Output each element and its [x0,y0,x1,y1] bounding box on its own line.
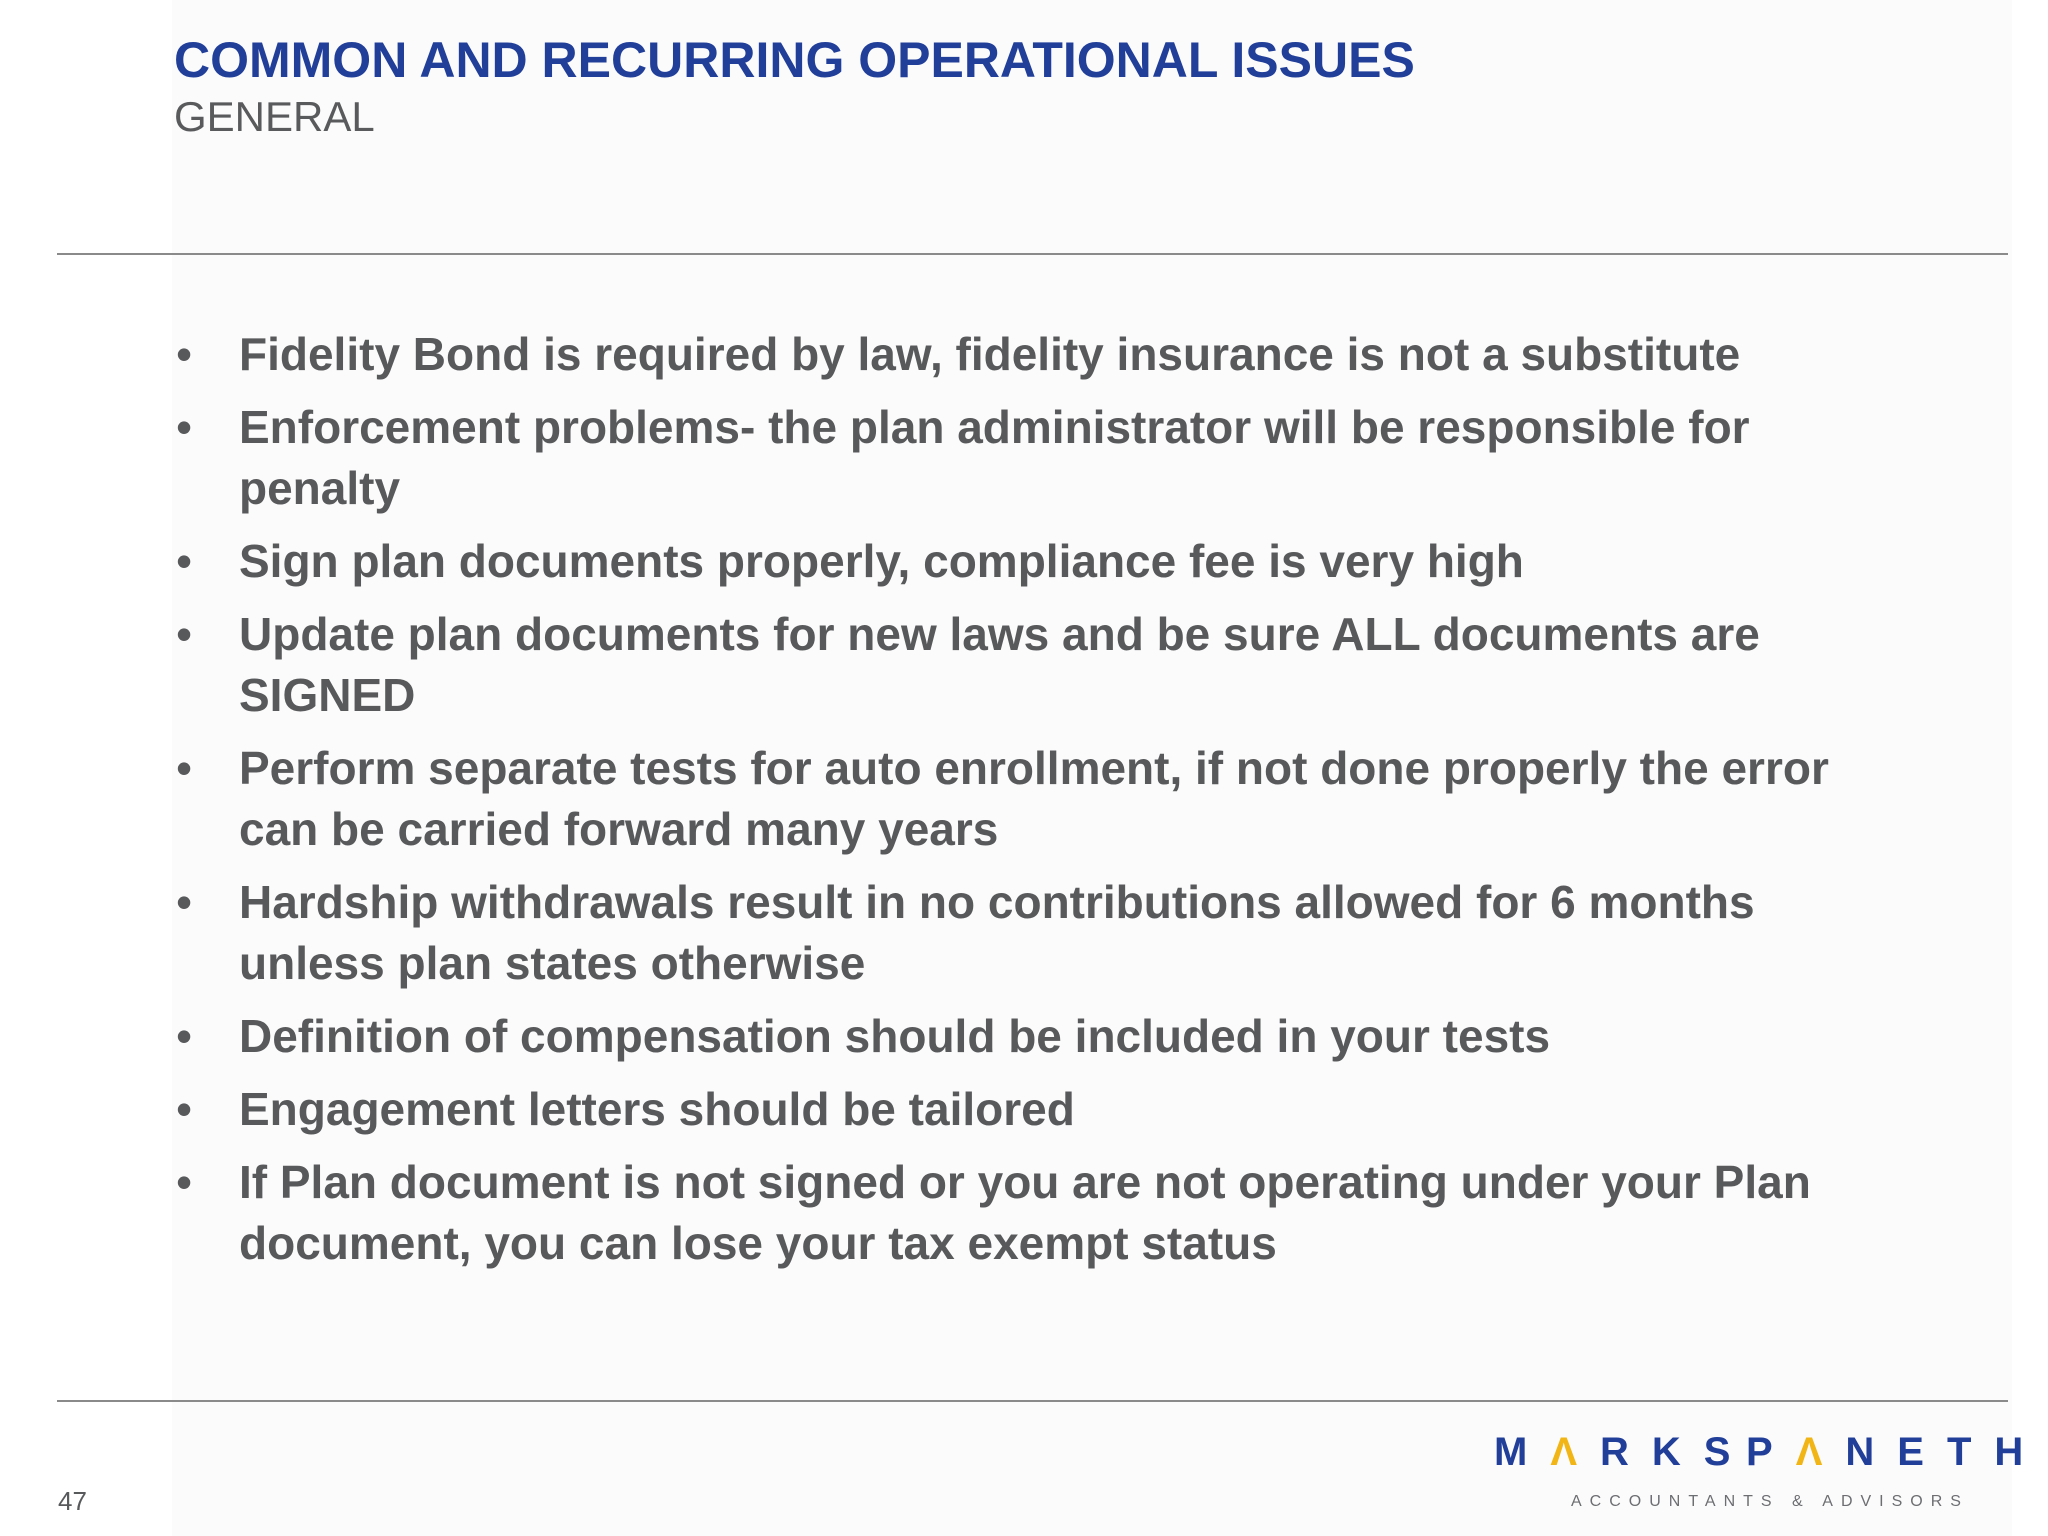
bullet-item [176,531,1896,592]
bullet-item [176,1152,1896,1274]
marks-paneth-logo [1494,1430,2047,1520]
page-number: 47 [58,1486,87,1516]
bullet-text: Hardship withdrawals result in no contributions allowed for 6 months unless plan states otherwise [239,876,1755,989]
bullet-list [176,324,1896,1286]
bullet-item [176,738,1896,860]
bullet-text: Perform separate tests for auto enrollment, if not done properly the error can be carried forward many years [239,742,1829,855]
bullet-text: Enforcement problems- the plan administrator will be responsible for penalty [239,401,1750,514]
bullet-text: Definition of compensation should be included in your tests [239,1010,1551,1062]
bullet-item [176,1006,1896,1067]
bullet-dot: • [176,401,193,453]
bullet-text: Update plan documents for new laws and be sure ALL documents are SIGNED [239,608,1760,721]
bullet-dot: • [176,742,193,794]
logo-accent-letter: Λ [1795,1430,1846,1474]
bullet-text: Sign plan documents properly, compliance fee is very high [239,535,1524,587]
bullet-dot: • [176,876,193,928]
bullet-item [176,1079,1896,1140]
bottom-divider [57,1400,2008,1402]
bullet-item [176,324,1896,385]
bullet-item [176,604,1896,726]
top-divider [57,253,2008,255]
bullet-dot: • [176,608,193,660]
bullet-dot: • [176,535,193,587]
bullet-text: If Plan document is not signed or you are not operating under your Plan document, you can lose your tax exempt status [239,1156,1811,1269]
logo-word-marks [1494,1430,1753,1474]
slide-title: COMMON AND RECURRING OPERATIONAL ISSUES [174,32,1415,88]
logo-letter: RKS [1600,1430,1754,1474]
bullet-text: Engagement letters should be tailored [239,1083,1075,1135]
bullet-text: Fidelity Bond is required by law, fidelity insurance is not a substitute [239,328,1741,380]
logo-word-paneth [1746,1430,2046,1474]
bullet-dot: • [176,1083,193,1135]
logo-letter: NETH [1845,1430,2047,1474]
slide-subtitle: GENERAL [174,93,375,140]
bullet-dot: • [176,1010,193,1062]
logo-accent-letter: Λ [1550,1430,1601,1474]
logo-letter: P [1746,1430,1796,1474]
bullet-dot: • [176,328,193,380]
bullet-dot: • [176,1156,193,1208]
logo-letter: M [1494,1430,1551,1474]
logo-tagline: ACCOUNTANTS & ADVISORS [1571,1493,1969,1510]
bullet-item [176,872,1896,994]
bullet-item [176,397,1896,519]
